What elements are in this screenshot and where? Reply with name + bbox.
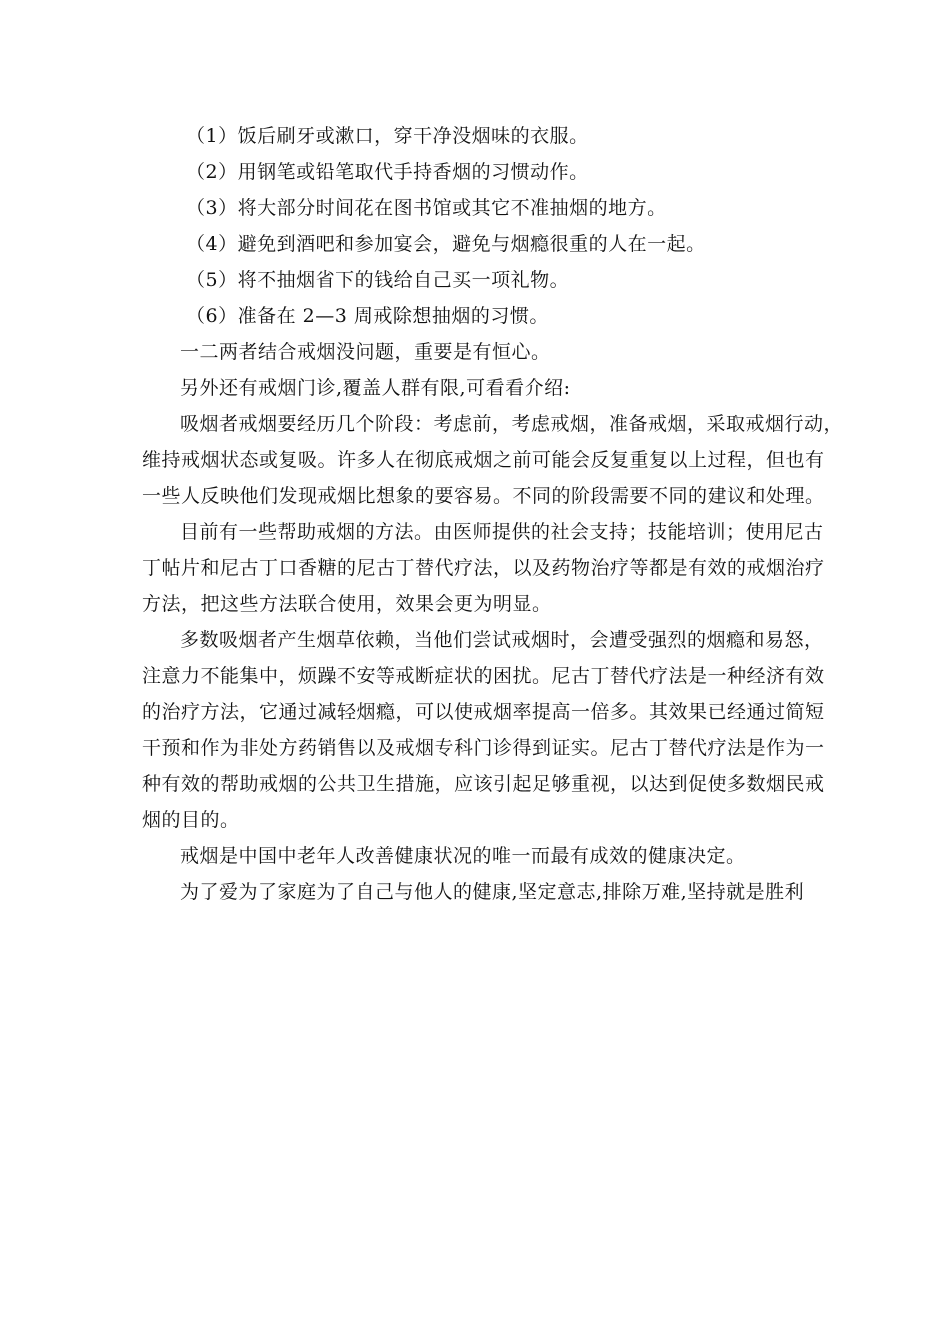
list-item: （5）将不抽烟省下的钱给自己买一项礼物。 [186,269,570,291]
intro-line: 另外还有戒烟门诊,覆盖人群有限,可看看介绍: [180,377,571,399]
paragraph-line: 注意力不能集中，烦躁不安等戒断症状的困扰。尼古丁替代疗法是一种经济有效 [142,665,825,687]
closing-line: 为了爱为了家庭为了自己与他人的健康,坚定意志,排除万难,坚持就是胜利 [180,881,805,903]
paragraph-nicotine [142,622,825,838]
paragraph-methods [142,514,825,622]
list-item: （2）用钢笔或铅笔取代手持香烟的习惯动作。 [186,161,589,183]
list-item: （6）准备在 2—3 周戒除想抽烟的习惯。 [186,305,549,327]
paragraph-line: 吸烟者戒烟要经历几个阶段：考虑前，考虑戒烟，准备戒烟，采取戒烟行动， [180,413,844,435]
paragraph-stages [142,406,844,514]
list-item: （3）将大部分时间花在图书馆或其它不准抽烟的地方。 [186,197,667,219]
paragraph-line: 烟的目的。 [142,809,240,831]
list-item: （1）饭后刷牙或漱口，穿干净没烟味的衣服。 [186,125,589,147]
document-body [142,118,844,910]
paragraph-line: 维持戒烟状态或复吸。许多人在彻底戒烟之前可能会反复重复以上过程，但也有 [142,449,825,471]
paragraph-line: 的治疗方法，它通过减轻烟瘾，可以使戒烟率提高一倍多。其效果已经通过简短 [142,701,825,723]
paragraph-line: 目前有一些帮助戒烟的方法。由医师提供的社会支持；技能培训；使用尼古 [180,521,824,543]
paragraph-line: 多数吸烟者产生烟草依赖，当他们尝试戒烟时，会遭受强烈的烟瘾和易怒， [180,629,824,651]
paragraph-line: 一些人反映他们发现戒烟比想象的要容易。不同的阶段需要不同的建议和处理。 [142,485,825,507]
list-item: （4）避免到酒吧和参加宴会，避免与烟瘾很重的人在一起。 [186,233,706,255]
summary-line: 一二两者结合戒烟没问题，重要是有恒心。 [180,341,551,363]
paragraph-line: 丁帖片和尼古丁口香糖的尼古丁替代疗法，以及药物治疗等都是有效的戒烟治疗 [142,557,825,579]
paragraph-line: 方法，把这些方法联合使用，效果会更为明显。 [142,593,552,615]
paragraph-line: 干预和作为非处方药销售以及戒烟专科门诊得到证实。尼古丁替代疗法是作为一 [142,737,825,759]
statement-line: 戒烟是中国中老年人改善健康状况的唯一而最有成效的健康决定。 [180,845,746,867]
paragraph-line: 种有效的帮助戒烟的公共卫生措施，应该引起足够重视，以达到促使多数烟民戒 [142,773,825,795]
tips-list [142,118,807,334]
